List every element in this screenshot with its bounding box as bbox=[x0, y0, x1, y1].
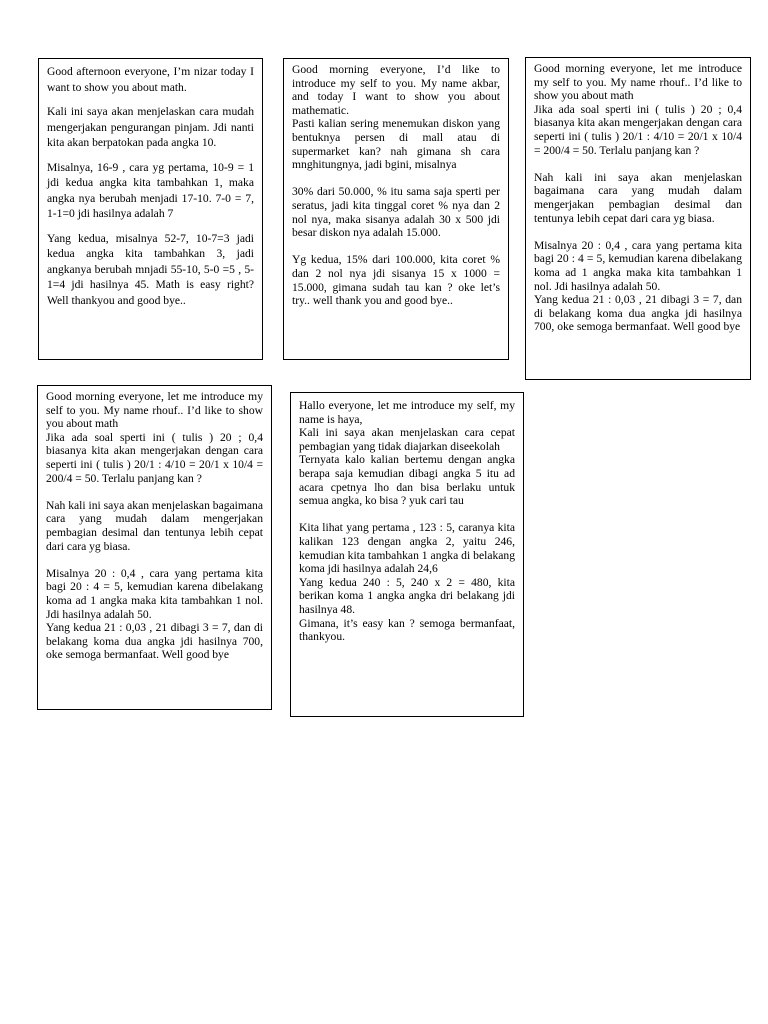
card-paragraph: Hallo everyone, let me introduce my self, my name is haya, Kali ini saya akan menjelaskan cara cepat pembagian yang tidak diajarkan diseekolah Ternyata kalo kalian bertemu dengan angka berapa saja kemudian dibagi angka 5 itu ad acara cpetnya lho dan bisa berlaku untuk semua angka, ko bisa ? yuk cari tau bbox=[299, 399, 515, 508]
card-paragraph: Misalnya 20 : 0,4 , cara yang pertama kita bagi 20 : 4 = 5, kemudian karena dibelakang koma ad 1 angka maka kita tambahkan 1 nol. Jdi hasilnya adalah 50. Yang kedua 21 : 0,03 , 21 dibagi 3 = 7, dan di belakang koma dua angka jdi hasilnya 700, oke semoga bermanfaat. Well good bye bbox=[46, 566, 263, 662]
card-paragraph: Good morning everyone, let me introduce my self to you. My name rhouf.. I’d like to show you about math Jika ada soal sperti ini ( tulis ) 20 ; 0,4 biasanya kita akan mengerjakan dengan cara seperti ini ( tulis ) 20/1 : 4/10 = 20/1 x 10/4 = 200/4 = 50. Terlalu panjang kan ? bbox=[46, 390, 263, 485]
text-card-nizar bbox=[38, 58, 263, 360]
card-paragraph: Nah kali ini saya akan menjelaskan bagaimana cara yang mudah dalam mengerjakan pembagian desimal dan tentunya lebih cepat dari cara yg biasa. bbox=[46, 498, 263, 553]
card-paragraph: Kali ini saya akan menjelaskan cara mudah mengerjakan pengurangan pinjam. Jdi nanti kita akan berpatokan pada angka 10. bbox=[47, 105, 254, 149]
card-paragraph: Nah kali ini saya akan menjelaskan bagaimana cara yang mudah dalam mengerjakan pembagian desimal dan tentunya lebih cepat dari cara yg biasa. bbox=[534, 170, 742, 225]
card-paragraph: Good morning everyone, let me introduce my self to you. My name rhouf.. I’d like to show you about math Jika ada soal sperti ini ( tulis ) 20 ; 0,4 biasanya kita akan mengerjakan dengan cara seperti ini ( tulis ) 20/1 : 4/10 = 20/1 x 10/4 = 200/4 = 50. Terlalu panjang kan ? bbox=[534, 62, 742, 157]
text-card-rhouf bbox=[525, 57, 751, 380]
card-paragraph: Misalnya 20 : 0,4 , cara yang pertama kita bagi 20 : 4 = 5, kemudian karena dibelakang koma ad 1 angka maka kita tambahkan 1 nol. Jdi hasilnya adalah 50. Yang kedua 21 : 0,03 , 21 dibagi 3 = 7, dan di belakang koma dua angka jdi hasilnya 700, oke semoga bermanfaat. Well good bye bbox=[534, 238, 742, 334]
card-paragraph: Good afternoon everyone, I’m nizar today I want to show you about math. bbox=[47, 65, 254, 94]
card-paragraph: Kita lihat yang pertama , 123 : 5, caranya kita kalikan 123 dengan angka 2, yaitu 246, kemudian kita tambahkan 1 angka di belakang koma jdi hasilnya adalah 24,6 Yang kedua 240 : 5, 240 x 2 = 480, kita berikan koma 1 angka angka dri belakang jdi hasilnya 48. Gimana, it’s easy kan ? semoga bermanfaat, thankyou. bbox=[299, 521, 515, 644]
card-paragraph: Misalnya, 16-9 , cara yg pertama, 10-9 = 1 jdi kedua angka kita tambahkan 1, maka angka nya berubah menjadi 17-10. 7-0 = 7, 1-1=0 jdi hasilnya adalah 7 bbox=[47, 160, 254, 220]
text-card-akbar bbox=[283, 58, 509, 360]
card-paragraph: Good morning everyone, I’d like to introduce my self to you. My name akbar, and today I want to show you about mathematic. Pasti kalian sering menemukan diskon yang bentuknya persen di mall atau di supermarket kan? nah gimana sh cara mnghitungnya, jadi bgini, misalnya bbox=[292, 63, 500, 172]
card-paragraph: 30% dari 50.000, % itu sama saja sperti per seratus, jadi kita tinggal coret % nya dan 2 nol nya, maka sisanya adalah 30 x 500 jdi besar diskon nya adalah 15.000. bbox=[292, 185, 500, 240]
card-paragraph: Yang kedua, misalnya 52-7, 10-7=3 jadi kedua angka kita tambahkan 3, jadi angkanya berubah mnjadi 55-10, 5-0 =5 , 5-1=4 jdi hasilnya 45. Math is easy right? Well thankyou and good bye.. bbox=[47, 231, 254, 307]
card-paragraph: Yg kedua, 15% dari 100.000, kita coret % dan 2 nol nya jdi sisanya 15 x 1000 = 15.000, gimana sudah tau kan ? oke let’s try.. well thank you and good bye.. bbox=[292, 253, 500, 308]
text-card-rhouf-copy bbox=[37, 385, 272, 710]
text-card-haya bbox=[290, 392, 524, 717]
